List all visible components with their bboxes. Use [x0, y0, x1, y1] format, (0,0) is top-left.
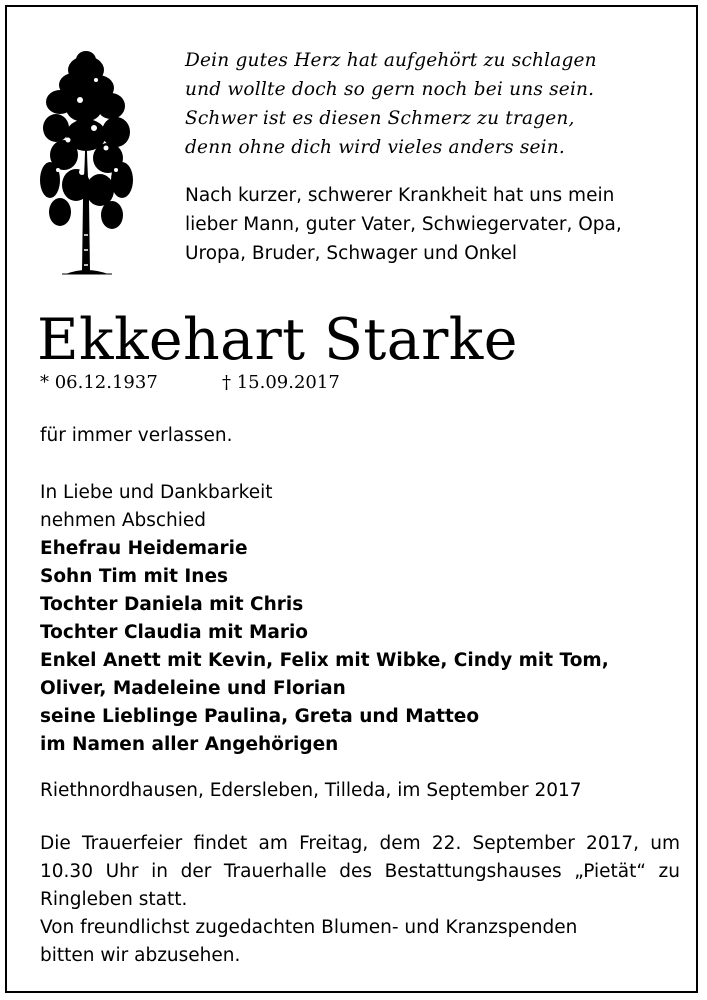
mourner-line: Oliver, Madeleine und Florian [40, 678, 346, 699]
mourners-block [40, 479, 680, 759]
life-dates [40, 368, 340, 398]
mourner-line: Tochter Claudia mit Mario [40, 622, 309, 643]
left-text [40, 422, 680, 450]
mourner-line: im Namen aller Angehörigen [40, 734, 339, 755]
funeral-info-text: Die Trauerfeier findet am Freitag, dem 22. September 2017, um 10.30 Uhr in der Trauerhalle des Bestattungshauses „Pietät“ zu Ringleben statt. [40, 833, 680, 910]
intro-text [185, 181, 685, 268]
flowers-note-line: bitten wir abzusehen. [40, 945, 241, 966]
mourner-line: Enkel Anett mit Kevin, Felix mit Wibke, Cindy mit Tom, [40, 650, 609, 671]
flowers-note-line: Von freundlichst zugedachten Blumen- und Kranzspenden [40, 917, 578, 938]
mourner-line: Sohn Tim mit Ines [40, 566, 229, 587]
mourner-line: Ehefrau Heidemarie [40, 538, 248, 559]
poem [185, 46, 685, 162]
poem-line: denn ohne dich wird vieles anders sein. [185, 137, 565, 158]
death-date: † 15.09.2017 [222, 372, 340, 393]
poem-line: Dein gutes Herz hat aufgehört zu schlagen [185, 50, 597, 71]
mourners-intro-line: nehmen Abschied [40, 510, 207, 531]
mourners-intro-line: In Liebe und Dankbarkeit [40, 482, 273, 503]
funeral-info [40, 830, 680, 970]
birch-tree-icon [36, 40, 136, 275]
mourner-line: seine Lieblinge Paulina, Greta und Matteo [40, 706, 480, 727]
left-line: für immer verlassen. [40, 425, 233, 446]
poem-line: und wollte doch so gern noch bei uns sein. [185, 79, 595, 100]
mourner-line: Tochter Daniela mit Chris [40, 594, 304, 615]
poem-line: Schwer ist es diesen Schmerz zu tragen, [185, 108, 575, 129]
intro-line: Uropa, Bruder, Schwager und Onkel [185, 243, 518, 264]
birth-date: * 06.12.1937 [40, 372, 158, 393]
place-date-line: Riethnordhausen, Edersleben, Tilleda, im September 2017 [40, 780, 582, 801]
deceased-name: Ekkehart Starke [37, 307, 518, 373]
intro-line: lieber Mann, guter Vater, Schwiegervater, Opa, [185, 214, 622, 235]
place-date [40, 777, 680, 805]
intro-line: Nach kurzer, schwerer Krankheit hat uns mein [185, 185, 615, 206]
